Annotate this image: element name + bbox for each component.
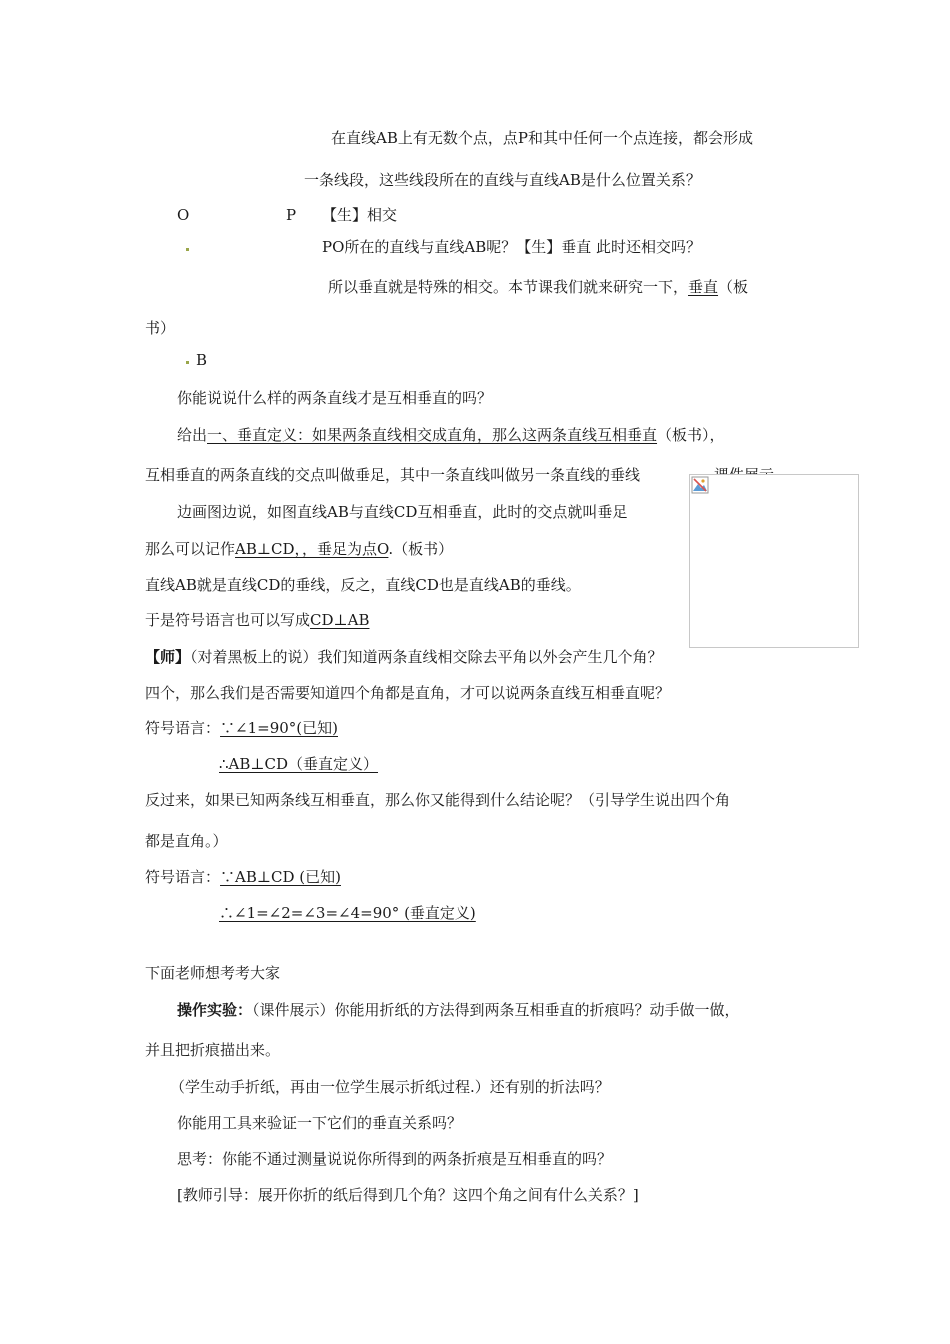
underlined-term: 垂直 (688, 278, 719, 296)
paragraph-line (145, 539, 453, 559)
text-run: 符号语言： (145, 868, 221, 886)
figure-image-placeholder (689, 474, 859, 648)
section-label: 操作实验： (177, 1001, 253, 1019)
figure-label-p: P (286, 206, 297, 224)
text-run: （课件展示）你能用折纸的方法得到两条互相垂直的折痕吗？动手做一做， (252, 1001, 740, 1019)
text-run: （板 (718, 278, 749, 296)
paragraph-line (145, 867, 341, 887)
notation-text: ∵AB⊥CD (已知) (220, 868, 341, 886)
notation-text: CD⊥AB (310, 611, 370, 629)
paragraph-line: 互相垂直的两条直线的交点叫做垂足，其中一条直线叫做另一条直线的垂线 (145, 466, 641, 484)
paragraph-line (328, 277, 748, 297)
figure-point-dot (186, 361, 189, 364)
paragraph-line: 一条线段，这些线段所在的直线与直线AB是什么位置关系？ (304, 171, 701, 189)
paragraph-line (177, 1000, 740, 1020)
text-run: 那么可以记作 (145, 540, 236, 558)
paragraph-line (145, 647, 663, 667)
paragraph-line: 在直线AB上有无数个点，点P和其中任何一个点连接，都会形成 (331, 129, 753, 147)
figure-label-b: B (196, 351, 208, 369)
text-run: 所以垂直就是特殊的相交。本节课我们就来研究一下， (328, 278, 689, 296)
paragraph-line: 边画图边说，如图直线AB与直线CD互相垂直，此时的交点就叫垂足 (177, 503, 628, 521)
definition-text: 一、垂直定义：如果两条直线相交成直角，那么这两条直线互相垂直 (207, 426, 658, 444)
text-run: （对着黑板上的说）我们知道两条直线相交除去平角以外会产生几个角？ (190, 648, 663, 666)
paragraph-line: 思考：你能不通过测量说说你所得到的两条折痕是互相垂直的吗？ (177, 1150, 613, 1168)
paragraph-line: 书） (145, 319, 176, 337)
paragraph-line: 反过来，如果已知两条线互相垂直，那么你又能得到什么结论呢？（引导学生说出四个角 (145, 791, 731, 809)
paragraph-line: [教师引导：展开你折的纸后得到几个角？这四个角之间有什么关系？] (177, 1186, 639, 1204)
figure-point-dot (186, 248, 189, 251)
paragraph-line (145, 718, 338, 738)
text-run: .（板书） (388, 540, 454, 558)
paragraph-line: 并且把折痕描出来。 (145, 1041, 281, 1059)
paragraph-line (145, 610, 369, 630)
paragraph-line: 【生】相交 (322, 206, 398, 224)
paragraph-line: 四个，那么我们是否需要知道四个角都是直角，才可以说两条直线互相垂直呢？ (145, 684, 671, 702)
speaker-label: 【师】 (145, 648, 191, 666)
paragraph-line: PO所在的直线与直线AB呢？【生】垂直 此时还相交吗？ (322, 238, 702, 256)
notation-line: ∴AB⊥CD（垂直定义） (219, 755, 379, 773)
broken-image-icon (691, 476, 709, 494)
notation-text: ∵∠1=90°(已知) (220, 719, 338, 737)
notation-line: ∴∠1=∠2=∠3=∠4=90° (垂直定义) (219, 904, 476, 922)
paragraph-line: 下面老师想考考大家 (145, 964, 281, 982)
paragraph-line: 都是直角。） (145, 832, 228, 850)
figure-label-o: O (177, 206, 190, 224)
text-run: 符号语言： (145, 719, 221, 737)
paragraph-line: 你能说说什么样的两条直线才是互相垂直的吗？ (177, 389, 493, 407)
paragraph-line: 直线AB就是直线CD的垂线，反之，直线CD也是直线AB的垂线。 (145, 576, 581, 594)
paragraph-line (177, 425, 725, 445)
notation-text: AB⊥CD，，垂足为点O (235, 540, 389, 558)
text-run: （板书）， (657, 426, 725, 444)
paragraph-line: （学生动手折纸，再由一位学生展示折纸过程.）还有别的折法吗？ (170, 1078, 610, 1096)
text-run: 给出 (177, 426, 208, 444)
paragraph-line: 你能用工具来验证一下它们的垂直关系吗？ (177, 1114, 463, 1132)
text-run: 于是符号语言也可以写成 (145, 611, 311, 629)
